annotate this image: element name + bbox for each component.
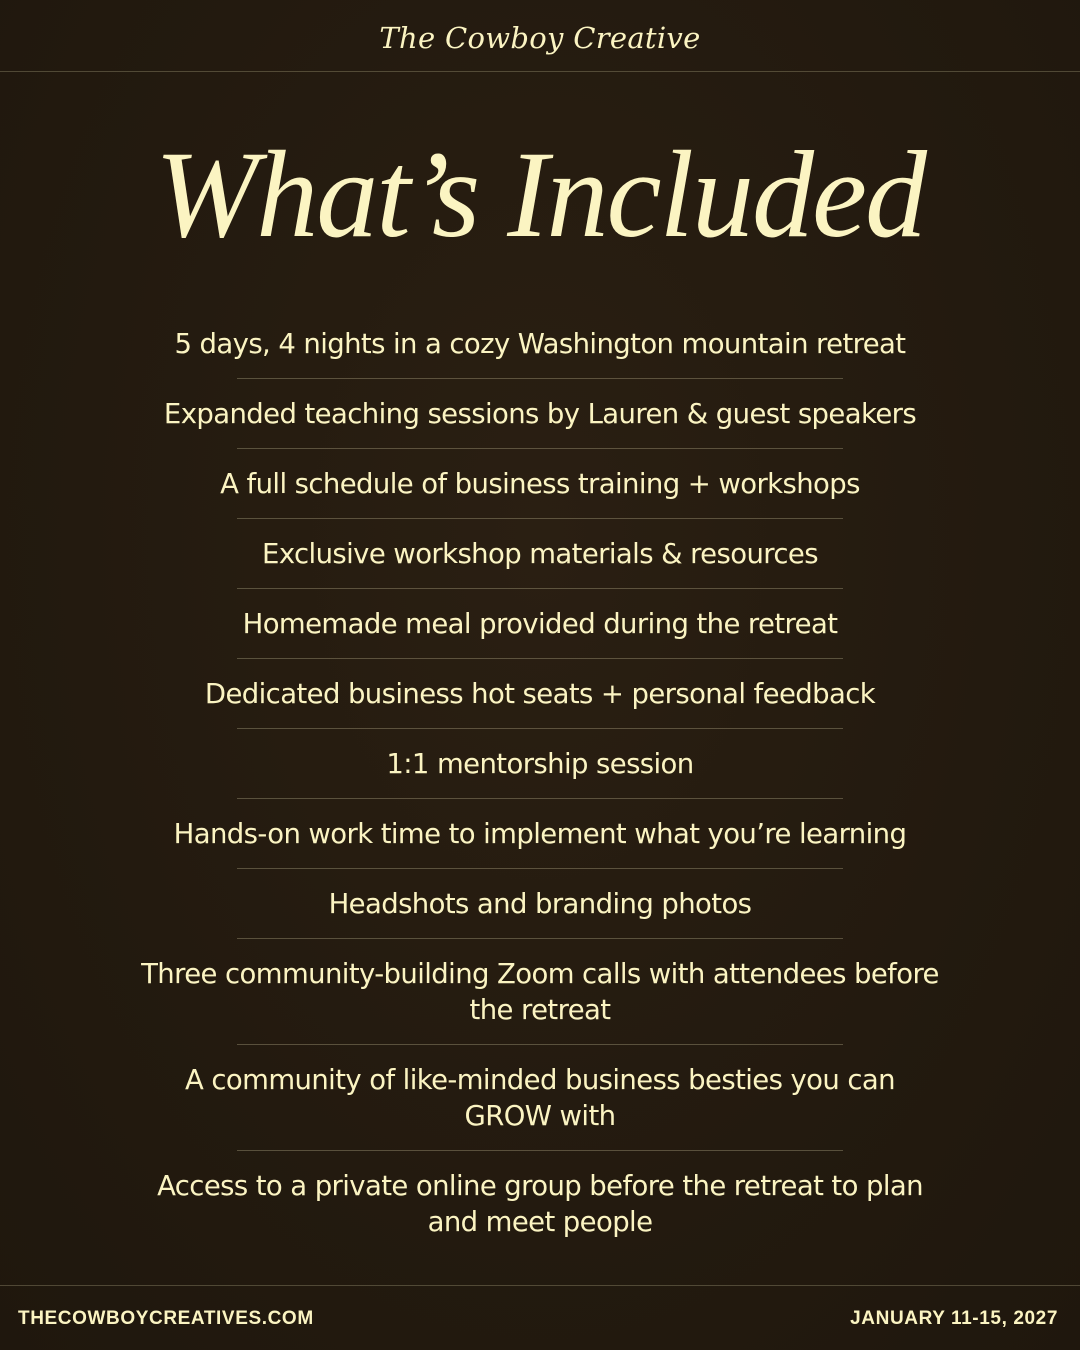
included-list — [140, 309, 940, 1257]
page-title: What’s Included — [154, 126, 926, 263]
list-item: A full schedule of business training + workshops — [140, 449, 940, 519]
list-item: Access to a private online group before the retreat to plan and meet people — [157, 1170, 923, 1238]
website-link[interactable]: THECOWBOYCREATIVES.COM — [18, 1308, 314, 1329]
list-item: Three community-building Zoom calls with attendees before the retreat — [140, 939, 940, 1045]
header — [0, 0, 1080, 72]
list-item: Expanded teaching sessions by Lauren & guest speakers — [140, 379, 940, 449]
list-item: A community of like-minded business besties you can GROW with — [140, 1045, 940, 1151]
list-item: Homemade meal provided during the retreat — [140, 589, 940, 659]
list-item: Hands-on work time to implement what you’re learning — [140, 799, 940, 869]
list-item: 5 days, 4 nights in a cozy Washington mountain retreat — [140, 309, 940, 379]
brand-logo-text: The Cowboy Creative — [379, 21, 701, 55]
list-item: 1:1 mentorship session — [140, 729, 940, 799]
list-item: Dedicated business hot seats + personal feedback — [140, 659, 940, 729]
footer — [0, 1285, 1080, 1350]
list-item: Exclusive workshop materials & resources — [140, 519, 940, 589]
event-dates: JANUARY 11-15, 2027 — [850, 1308, 1058, 1329]
list-item: Headshots and branding photos — [140, 869, 940, 939]
